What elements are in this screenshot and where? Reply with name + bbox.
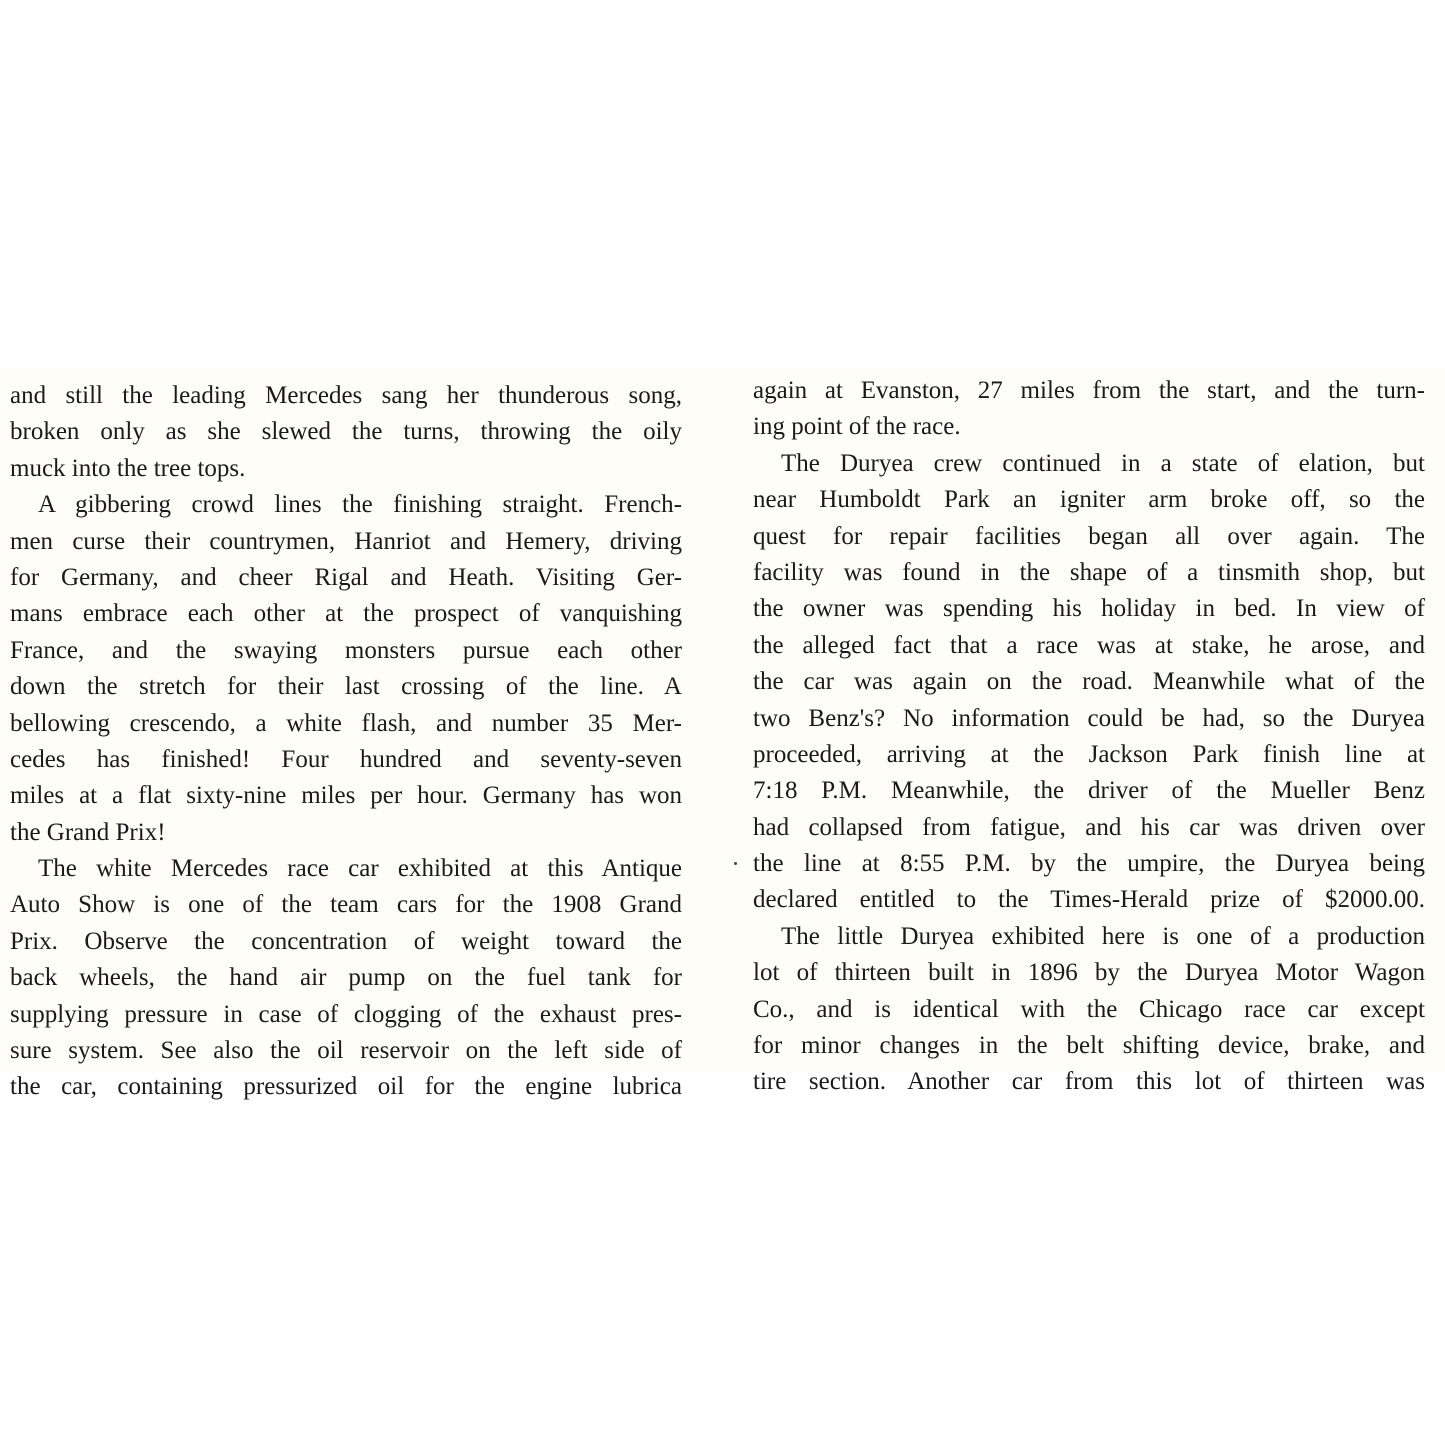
- cropped-text-line: the car, containing pressurized oil for the engine lubrica: [10, 1073, 682, 1101]
- text-line: the car was again on the road. Meanwhile what of the: [753, 668, 1425, 696]
- paragraph-start-line: The white Mercedes race car exhibited at this Antique: [38, 855, 682, 883]
- text-line: 7:18 P.M. Meanwhile, the driver of the Mueller Benz: [753, 777, 1425, 805]
- text-line: muck into the tree tops.: [10, 454, 246, 482]
- text-line: supplying pressure in case of clogging of the exhaust pres-: [10, 1000, 682, 1028]
- text-line: proceeded, arriving at the Jackson Park finish line at: [753, 740, 1425, 768]
- text-line: declared entitled to the Times-Herald prize of $2000.00.: [753, 886, 1425, 914]
- cropped-text-line: tire section. Another car from this lot of thirteen was: [753, 1068, 1425, 1096]
- text-line: miles at a flat sixty-nine miles per hour. Germany has won: [10, 782, 682, 810]
- text-line: the line at 8:55 P.M. by the umpire, the Duryea being: [753, 850, 1425, 878]
- text-line: the alleged fact that a race was at stake, he arose, and: [753, 631, 1425, 659]
- text-line: Auto Show is one of the team cars for the 1908 Grand: [10, 891, 682, 919]
- text-line: mans embrace each other at the prospect of vanquishing: [10, 600, 682, 628]
- text-line: back wheels, the hand air pump on the fuel tank for: [10, 964, 682, 992]
- text-line: the Grand Prix!: [10, 818, 166, 846]
- text-line: the owner was spending his holiday in bed. In view of: [753, 595, 1425, 623]
- paragraph-start-line: The Duryea crew continued in a state of elation, but: [781, 449, 1425, 477]
- text-line: down the stretch for their last crossing of the line. A: [10, 673, 682, 701]
- text-line: again at Evanston, 27 miles from the start, and the turn-: [753, 377, 1425, 404]
- text-line: and still the leading Mercedes sang her thunderous song,: [10, 382, 682, 409]
- text-line: cedes has finished! Four hundred and seventy-seven: [10, 745, 682, 773]
- paragraph-start-line: The little Duryea exhibited here is one of a production: [781, 922, 1425, 950]
- text-line: quest for repair facilities began all over again. The: [753, 522, 1425, 550]
- text-line: two Benz's? No information could be had, so the Duryea: [753, 704, 1425, 732]
- left-text-column: [10, 378, 682, 1101]
- text-line: ing point of the race.: [753, 413, 961, 441]
- right-text-column: [753, 373, 1425, 1096]
- text-line: bellowing crescendo, a white flash, and number 35 Mer-: [10, 709, 682, 737]
- text-line: near Humboldt Park an igniter arm broke off, so the: [753, 486, 1425, 514]
- text-line: lot of thirteen built in 1896 by the Duryea Motor Wagon: [753, 959, 1425, 987]
- text-line: had collapsed from fatigue, and his car was driven over: [753, 813, 1425, 841]
- text-line: for Germany, and cheer Rigal and Heath. Visiting Ger-: [10, 563, 682, 591]
- print-speck: [734, 862, 737, 865]
- book-page-spread: [0, 368, 1445, 1101]
- text-line: sure system. See also the oil reservoir on the left side of: [10, 1037, 682, 1065]
- text-line: Co., and is identical with the Chicago race car except: [753, 995, 1425, 1023]
- text-line: broken only as she slewed the turns, throwing the oily: [10, 418, 682, 446]
- text-line: Prix. Observe the concentration of weight toward the: [10, 927, 682, 955]
- text-line: France, and the swaying monsters pursue each other: [10, 636, 682, 664]
- text-line: men curse their countrymen, Hanriot and Hemery, driving: [10, 527, 682, 555]
- text-line: for minor changes in the belt shifting device, brake, and: [753, 1032, 1425, 1060]
- text-line: facility was found in the shape of a tinsmith shop, but: [753, 558, 1425, 586]
- paragraph-start-line: A gibbering crowd lines the finishing straight. French-: [38, 491, 682, 519]
